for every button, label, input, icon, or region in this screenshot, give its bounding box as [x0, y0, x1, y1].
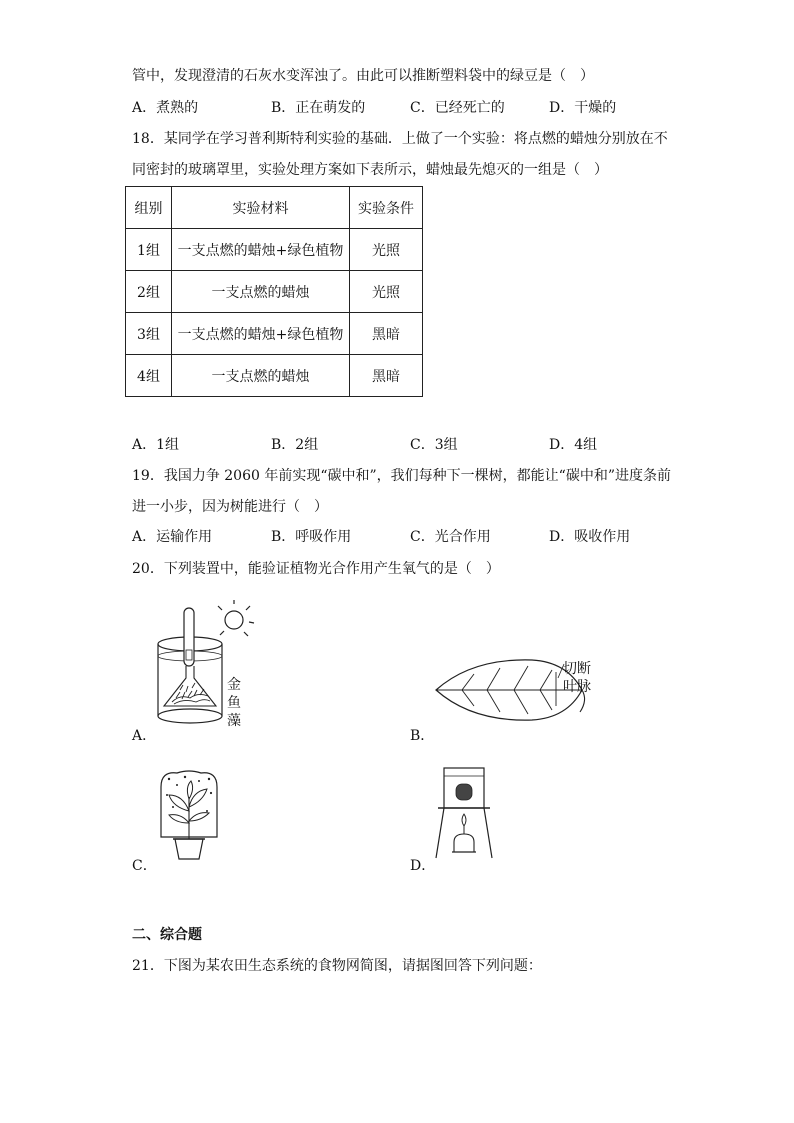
q18-stem-line1: 18．某同学在学习普利斯特利实验的基础．上做了一个实验：将点燃的蜡烛分别放在不	[132, 131, 668, 147]
table-cell: 4组	[126, 355, 172, 397]
figure-a-label-1: 金	[227, 677, 241, 693]
table-cell: 光照	[350, 271, 423, 313]
figure-d-heating-apparatus	[430, 762, 500, 862]
sun-icon	[218, 600, 254, 636]
q20-option-a: A．	[132, 728, 157, 744]
table-header-cell: 组别	[126, 187, 172, 229]
q18-option-d: D．4组	[549, 437, 598, 453]
table-cell: 2组	[126, 271, 172, 313]
figure-a-label-2: 鱼	[227, 695, 241, 711]
q19-option-d: D．吸收作用	[549, 529, 631, 545]
q21-stem: 21．下图为某农田生态系统的食物网简图，请据图回答下列问题：	[132, 958, 542, 974]
table-row	[126, 271, 423, 313]
q19-option-c: C．光合作用	[410, 529, 491, 545]
table-header-cell: 实验材料	[172, 187, 350, 229]
figure-a-apparatus	[150, 598, 260, 733]
q19-stem-line1: 19．我国力争 2060 年前实现“碳中和”，我们每种下一棵树，都能让“碳中和”进度条前	[132, 468, 671, 484]
experiment-table	[125, 186, 423, 397]
table-cell: 黑暗	[350, 313, 423, 355]
figure-c-plant-bag	[155, 767, 225, 867]
q20-option-b: B．	[410, 728, 435, 744]
q17-option-a: A．煮熟的	[132, 100, 199, 116]
table-cell: 一支点燃的蜡烛	[172, 355, 350, 397]
q20-stem: 20．下列装置中，能验证植物光合作用产生氧气的是（ ）	[132, 561, 500, 577]
table-row	[126, 229, 423, 271]
q19-stem-line2: 进一小步，因为树能进行（ ）	[132, 499, 328, 515]
table-cell: 黑暗	[350, 355, 423, 397]
q17-option-c: C．已经死亡的	[410, 100, 505, 116]
table-cell: 一支点燃的蜡烛	[172, 271, 350, 313]
q19-option-b: B．呼吸作用	[271, 529, 352, 545]
q17-option-b: B．正在萌发的	[271, 100, 366, 116]
figure-b-label-2: 叶脉	[563, 679, 591, 695]
section-title: 二、综合题	[132, 927, 202, 943]
table-cell: 3组	[126, 313, 172, 355]
table-cell: 一支点燃的蜡烛+绿色植物	[172, 313, 350, 355]
q18-option-c: C．3组	[410, 437, 458, 453]
q20-option-d: D．	[410, 858, 436, 874]
q19-option-a: A．运输作用	[132, 529, 213, 545]
q20-option-c: C．	[132, 858, 157, 874]
table-cell: 1组	[126, 229, 172, 271]
table-row	[126, 355, 423, 397]
table-cell: 光照	[350, 229, 423, 271]
table-header-cell: 实验条件	[350, 187, 423, 229]
figure-a-label-3: 藻	[227, 713, 241, 729]
q17-stem: 管中，发现澄清的石灰水变浑浊了。由此可以推断塑料袋中的绿豆是（ ）	[132, 68, 594, 84]
q17-option-d: D．干燥的	[549, 100, 617, 116]
table-row	[126, 313, 423, 355]
figure-b-label-1: 切断	[563, 661, 591, 677]
table-cell: 一支点燃的蜡烛+绿色植物	[172, 229, 350, 271]
q18-option-a: A．1组	[132, 437, 180, 453]
q18-stem-line2: 同密封的玻璃罩里，实验处理方案如下表所示，蜡烛最先熄灭的一组是（ ）	[132, 162, 608, 178]
table-header-row	[126, 187, 423, 229]
q18-option-b: B．2组	[271, 437, 319, 453]
